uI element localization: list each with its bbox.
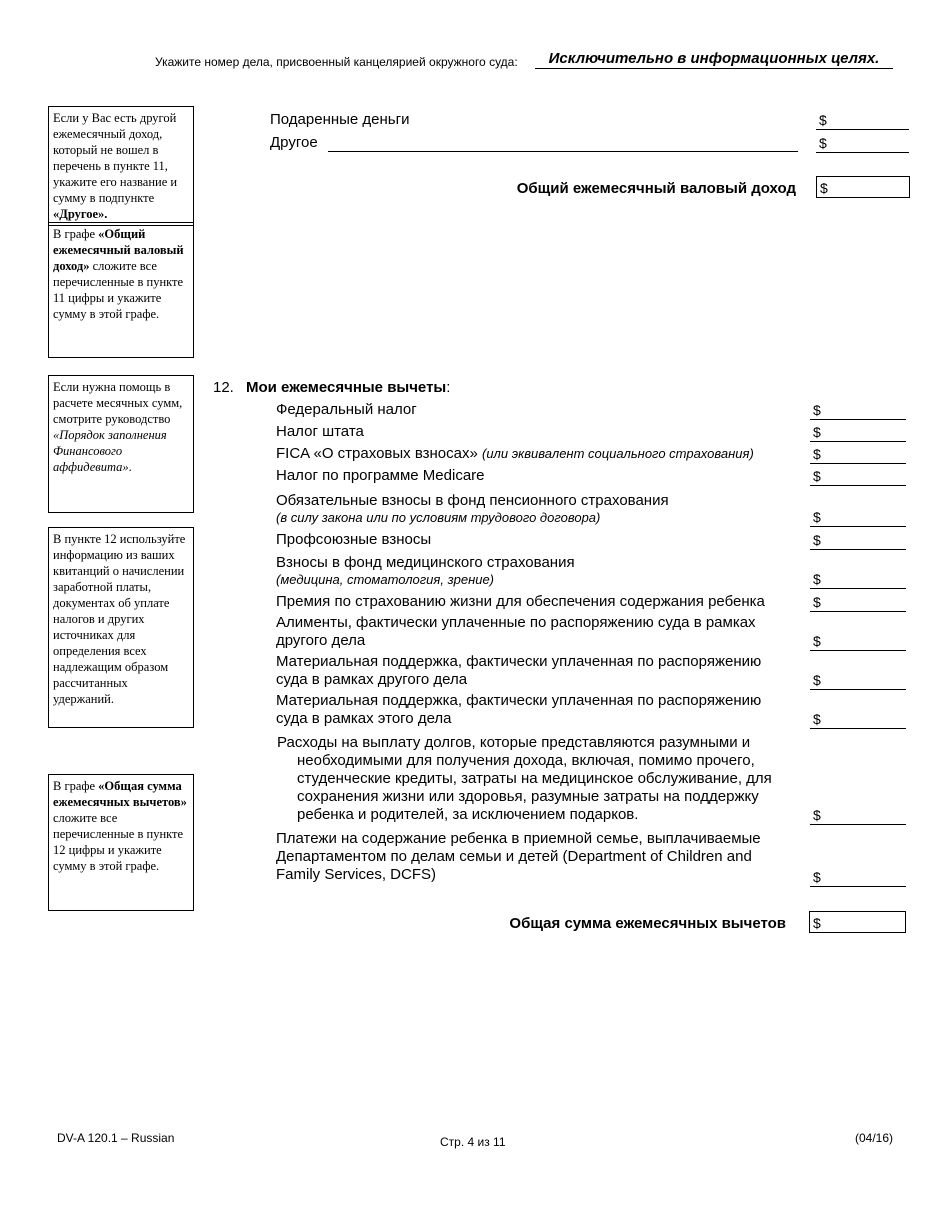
union-dues-amount[interactable]: $ <box>810 531 906 550</box>
life-insurance-amount[interactable]: $ <box>810 593 906 612</box>
note-total-income: В графе «Общий ежемесячный валовый доход» сложите все перечисленные в пункте 11 цифры и укажите сумму в этой графе. <box>48 222 194 358</box>
gift-money-amount[interactable]: $ <box>816 111 909 130</box>
other-income-name-field[interactable] <box>328 151 798 152</box>
debt-payments-amount[interactable]: $ <box>810 806 906 825</box>
section-number: 12. <box>213 379 234 396</box>
health-insurance-label: Взносы в фонд медицинского страхования <box>276 554 575 571</box>
support-other-case-label: Материальная поддержка, фактически уплаченная по распоряжению суда в рамках другого дела <box>276 653 762 688</box>
note-other-income: Если у Вас есть другой ежемесячный доход, который не вошел в перечень в пункте 11, укажите его название и сумму в подпункте «Другое». <box>48 106 194 226</box>
case-number-label: Укажите номер дела, присвоенный канцелярией окружного суда: <box>155 55 518 69</box>
other-income-label: Другое <box>270 134 318 151</box>
debt-payments-label-rest: необходимыми для получения дохода, включая, помимо прочего, студенческие кредиты, затраты на медицинское обслуживание, для сохранения жизни или здоровья, разумные затраты на поддержку ребенка и родителей, за исключением подарков. <box>297 752 772 823</box>
form-date: (04/16) <box>855 1131 894 1145</box>
state-tax-amount[interactable]: $ <box>810 423 906 442</box>
alimony-label: Алименты, фактически уплаченные по распоряжению суда в рамках другого дела <box>276 614 756 649</box>
total-deductions-box[interactable]: $ <box>809 911 906 933</box>
support-other-case-amount[interactable]: $ <box>810 671 906 690</box>
pension-label: Обязательные взносы в фонд пенсионного страхования <box>276 492 669 509</box>
debt-payments-label-first: Расходы на выплату долгов, которые представляются разумными и <box>277 734 751 751</box>
state-tax-label: Налог штата <box>276 423 364 440</box>
total-income-label: Общий ежемесячный валовый доход <box>516 180 796 197</box>
gift-money-label: Подаренные деньги <box>270 111 410 128</box>
union-dues-label: Профсоюзные взносы <box>276 531 432 548</box>
alimony-amount[interactable]: $ <box>810 632 906 651</box>
section-title: Мои ежемесячные вычеты: <box>246 379 451 396</box>
pension-sublabel: (в силу закона или по условиям трудового договора) <box>276 510 601 525</box>
form-id: DV-A 120.1 – Russian <box>57 1131 175 1145</box>
total-deductions-label: Общая сумма ежемесячных вычетов <box>509 915 786 932</box>
support-this-case-label: Материальная поддержка, фактически уплаченная по распоряжению суда в рамках этого дела <box>276 692 762 727</box>
total-income-box[interactable]: $ <box>816 176 910 198</box>
life-insurance-label: Премия по страхованию жизни для обеспечения содержания ребенка <box>276 593 765 610</box>
foster-care-amount[interactable]: $ <box>810 868 906 887</box>
pension-amount[interactable]: $ <box>810 508 906 527</box>
health-insurance-sublabel: (медицина, стоматология, зрение) <box>276 572 495 587</box>
fica-amount[interactable]: $ <box>810 445 906 464</box>
support-this-case-amount[interactable]: $ <box>810 710 906 729</box>
note-paystubs: В пункте 12 используйте информацию из ваших квитанций о начислении заработной платы, документах об уплате налогов и других источниках для определения всех надлежащим образом рассчитанных удержаний. <box>48 527 194 728</box>
note-help-calc: Если нужна помощь в расчете месячных сумм, смотрите руководство «Порядок заполнения Финансового аффидевита». <box>48 375 194 513</box>
page-number: Стр. 4 из 11 <box>440 1135 506 1149</box>
health-insurance-amount[interactable]: $ <box>810 570 906 589</box>
fica-label: FICA «О страховых взносах» (или эквивалент социального страхования) <box>276 445 754 462</box>
other-income-amount[interactable]: $ <box>816 134 909 153</box>
note-total-deductions: В графе «Общая сумма ежемесячных вычетов» сложите все перечисленные в пункте 12 цифры и укажите сумму в этой графе. <box>48 774 194 911</box>
medicare-amount[interactable]: $ <box>810 467 906 486</box>
foster-care-label: Платежи на содержание ребенка в приемной семье, выплачиваемые Департаментом по делам семьи и детей (Department of Children and Family Services, DCFS) <box>276 830 761 883</box>
federal-tax-label: Федеральный налог <box>276 401 417 418</box>
case-number-field[interactable]: Исключительно в информационных целях. <box>535 50 893 69</box>
federal-tax-amount[interactable]: $ <box>810 401 906 420</box>
medicare-label: Налог по программе Medicare <box>276 467 485 484</box>
